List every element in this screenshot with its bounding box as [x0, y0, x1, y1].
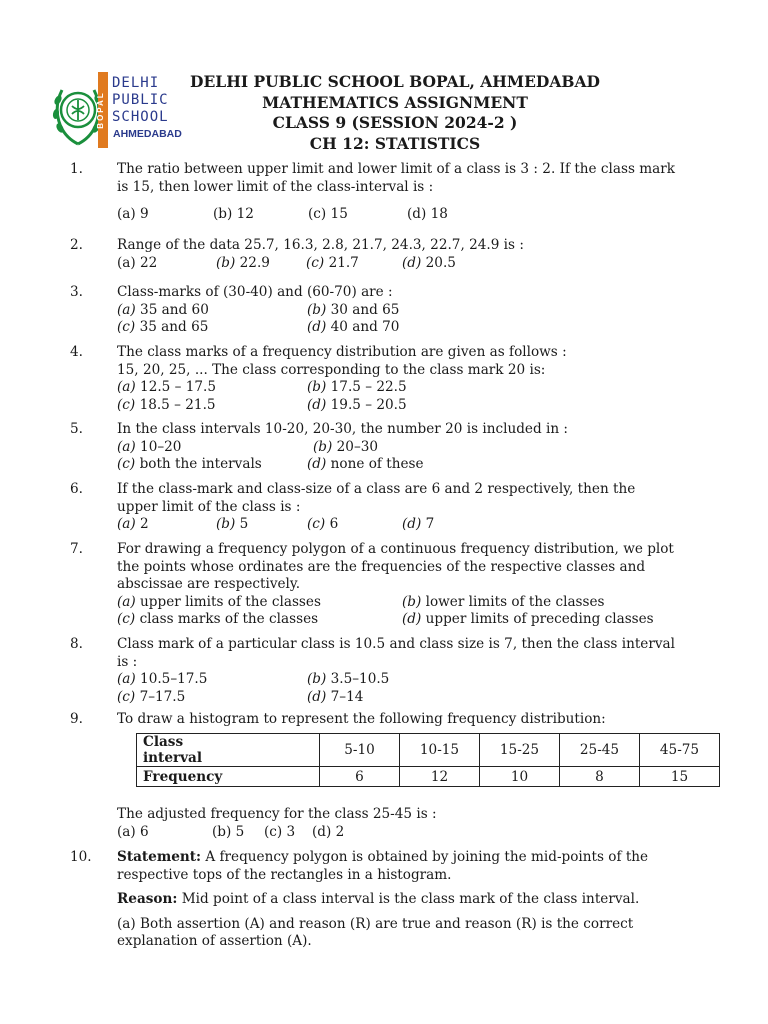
question-number: 5. — [70, 421, 83, 437]
option-c: (c) 18.5 – 21.5 — [117, 396, 216, 413]
option-b: (b) lower limits of the classes — [402, 593, 605, 610]
option-b: (b) 5 — [216, 516, 249, 533]
options-row — [117, 611, 712, 629]
question-number: 7. — [70, 541, 83, 557]
option-b: (b) 30 and 65 — [307, 301, 400, 318]
question-number: 1. — [70, 161, 83, 177]
option-d: (d) 7 — [402, 516, 435, 533]
table-header-cell: Class interval — [137, 734, 320, 767]
class-session: CLASS 9 (SESSION 2024-2 ) — [272, 113, 518, 132]
options-row — [117, 594, 712, 612]
chapter-title: CH 12: STATISTICS — [309, 133, 481, 153]
option-d: (d) 7–14 — [307, 688, 364, 705]
table-row — [137, 767, 720, 787]
options-row — [117, 671, 712, 689]
options-row — [117, 319, 712, 337]
table-cell: 15-25 — [480, 734, 560, 767]
question-text: is 15, then lower limit of the class-interval is : — [117, 178, 434, 195]
option-c: (c) 7–17.5 — [117, 688, 186, 705]
option-a-line: (a) Both assertion (A) and reason (R) are true and reason (R) is the correct — [117, 915, 634, 932]
question-text: If the class-mark and class-size of a class are 6 and 2 respectively, then the — [117, 481, 636, 497]
assignment-title: MATHEMATICS ASSIGNMENT — [262, 92, 528, 112]
statement-line: respective tops of the rectangles in a histogram. — [117, 866, 452, 883]
question-text: To draw a histogram to represent the following frequency distribution: — [117, 711, 606, 727]
option-c: (c) 15 — [308, 206, 348, 223]
option-b: (b) 17.5 – 22.5 — [307, 379, 407, 396]
table-cell: 10-15 — [400, 734, 480, 767]
option-a: (a) 9 — [117, 206, 149, 223]
option-c: (c) both the intervals — [117, 456, 262, 473]
logo-city-text: AHMEDABAD — [113, 128, 182, 140]
option-a: (a) upper limits of the classes — [117, 593, 321, 610]
question-text: the points whose ordinates are the frequencies of the respective classes and — [117, 558, 646, 575]
question-text: In the class intervals 10-20, 20-30, the number 20 is included in : — [117, 421, 568, 437]
table-cell: 45-75 — [640, 734, 720, 767]
option-d: (d) 2 — [312, 823, 345, 840]
logo-bopal-text: BOPAL — [96, 91, 105, 129]
option-d: (d) 20.5 — [402, 254, 456, 271]
school-logo — [50, 70, 182, 150]
reason-label: Reason: — [117, 891, 178, 908]
option-a: (a) 10.5–17.5 — [117, 671, 208, 688]
question-text: 15, 20, 25, ... The class corresponding to the class mark 20 is: — [117, 361, 546, 378]
option-a: (a) 12.5 – 17.5 — [117, 379, 217, 396]
option-a: (a) 22 — [117, 254, 158, 271]
option-b: (b) 5 — [212, 823, 245, 840]
logo-delhi-text: DELHI — [112, 75, 160, 91]
question-text: The ratio between upper limit and lower limit of a class is 3 : 2. If the class mark — [117, 161, 675, 177]
question-text: Range of the data 25.7, 16.3, 2.8, 21.7, 24.3, 22.7, 24.9 is : — [117, 237, 524, 253]
question-text: is : — [117, 653, 138, 670]
option-c: (c) class marks of the classes — [117, 611, 319, 628]
option-a-line: explanation of assertion (A). — [117, 933, 312, 950]
option-d: (d) 40 and 70 — [307, 319, 400, 336]
options-row — [117, 302, 712, 320]
option-b: (b) 20–30 — [313, 438, 379, 455]
table-row — [137, 734, 720, 767]
table-cell: 6 — [320, 767, 400, 787]
options-row — [117, 439, 712, 457]
option-b: (b) 12 — [213, 206, 254, 223]
question-number: 9. — [70, 711, 83, 727]
option-a: (a) 2 — [117, 516, 149, 533]
question-text: Class mark of a particular class is 10.5 and class size is 7, then the class interval — [117, 636, 675, 652]
statement-line: Statement: A frequency polygon is obtained by joining the mid-points of the — [117, 849, 649, 865]
options-row — [117, 397, 712, 415]
option-b: (b) 3.5–10.5 — [307, 671, 390, 688]
table-cell: 12 — [400, 767, 480, 787]
options-row — [117, 824, 712, 842]
options-row — [117, 689, 712, 707]
question-text: The adjusted frequency for the class 25-45 is : — [117, 806, 437, 822]
option-d: (d) none of these — [307, 456, 424, 473]
reason-line: Reason: Mid point of a class interval is the class mark of the class interval. — [117, 891, 640, 908]
option-d: (d) upper limits of preceding classes — [402, 611, 654, 628]
statement-label: Statement: — [117, 849, 202, 865]
option-a: (a) 10–20 — [117, 438, 182, 455]
page-header — [175, 72, 615, 154]
table-header-cell: Frequency — [137, 767, 320, 787]
option-b: (b) 22.9 — [216, 254, 270, 271]
option-c: (c) 35 and 65 — [117, 319, 209, 336]
school-name: DELHI PUBLIC SCHOOL BOPAL, AHMEDABAD — [190, 72, 600, 91]
table-cell: 10 — [480, 767, 560, 787]
option-d: (d) 18 — [407, 206, 448, 223]
options-row — [117, 206, 712, 224]
option-d: (d) 19.5 – 20.5 — [307, 396, 407, 413]
table-cell: 25-45 — [560, 734, 640, 767]
options-row — [117, 255, 712, 273]
table-cell: 15 — [640, 767, 720, 787]
question-text: abscissae are respectively. — [117, 576, 301, 593]
question-number: 3. — [70, 284, 83, 300]
question-number: 10. — [70, 849, 92, 865]
question-number: 8. — [70, 636, 83, 652]
question-text: upper limit of the class is : — [117, 498, 301, 515]
question-number: 2. — [70, 237, 83, 253]
option-c: (c) 21.7 — [306, 254, 359, 271]
options-row — [117, 456, 712, 474]
frequency-table — [136, 733, 720, 787]
question-text: Class-marks of (30-40) and (60-70) are : — [117, 284, 393, 300]
option-c: (c) 3 — [264, 823, 296, 840]
table-cell: 5-10 — [320, 734, 400, 767]
question-number: 6. — [70, 481, 83, 497]
option-c: (c) 6 — [307, 516, 339, 533]
option-a: (a) 6 — [117, 823, 149, 840]
table-cell: 8 — [560, 767, 640, 787]
logo-school-text: SCHOOL — [112, 109, 169, 125]
options-row — [117, 379, 712, 397]
question-number: 4. — [70, 344, 83, 360]
options-row — [117, 516, 712, 534]
option-a: (a) 35 and 60 — [117, 301, 209, 318]
question-text: For drawing a frequency polygon of a continuous frequency distribution, we plot — [117, 541, 674, 557]
logo-public-text: PUBLIC — [112, 92, 169, 108]
question-text: The class marks of a frequency distribution are given as follows : — [117, 344, 567, 360]
